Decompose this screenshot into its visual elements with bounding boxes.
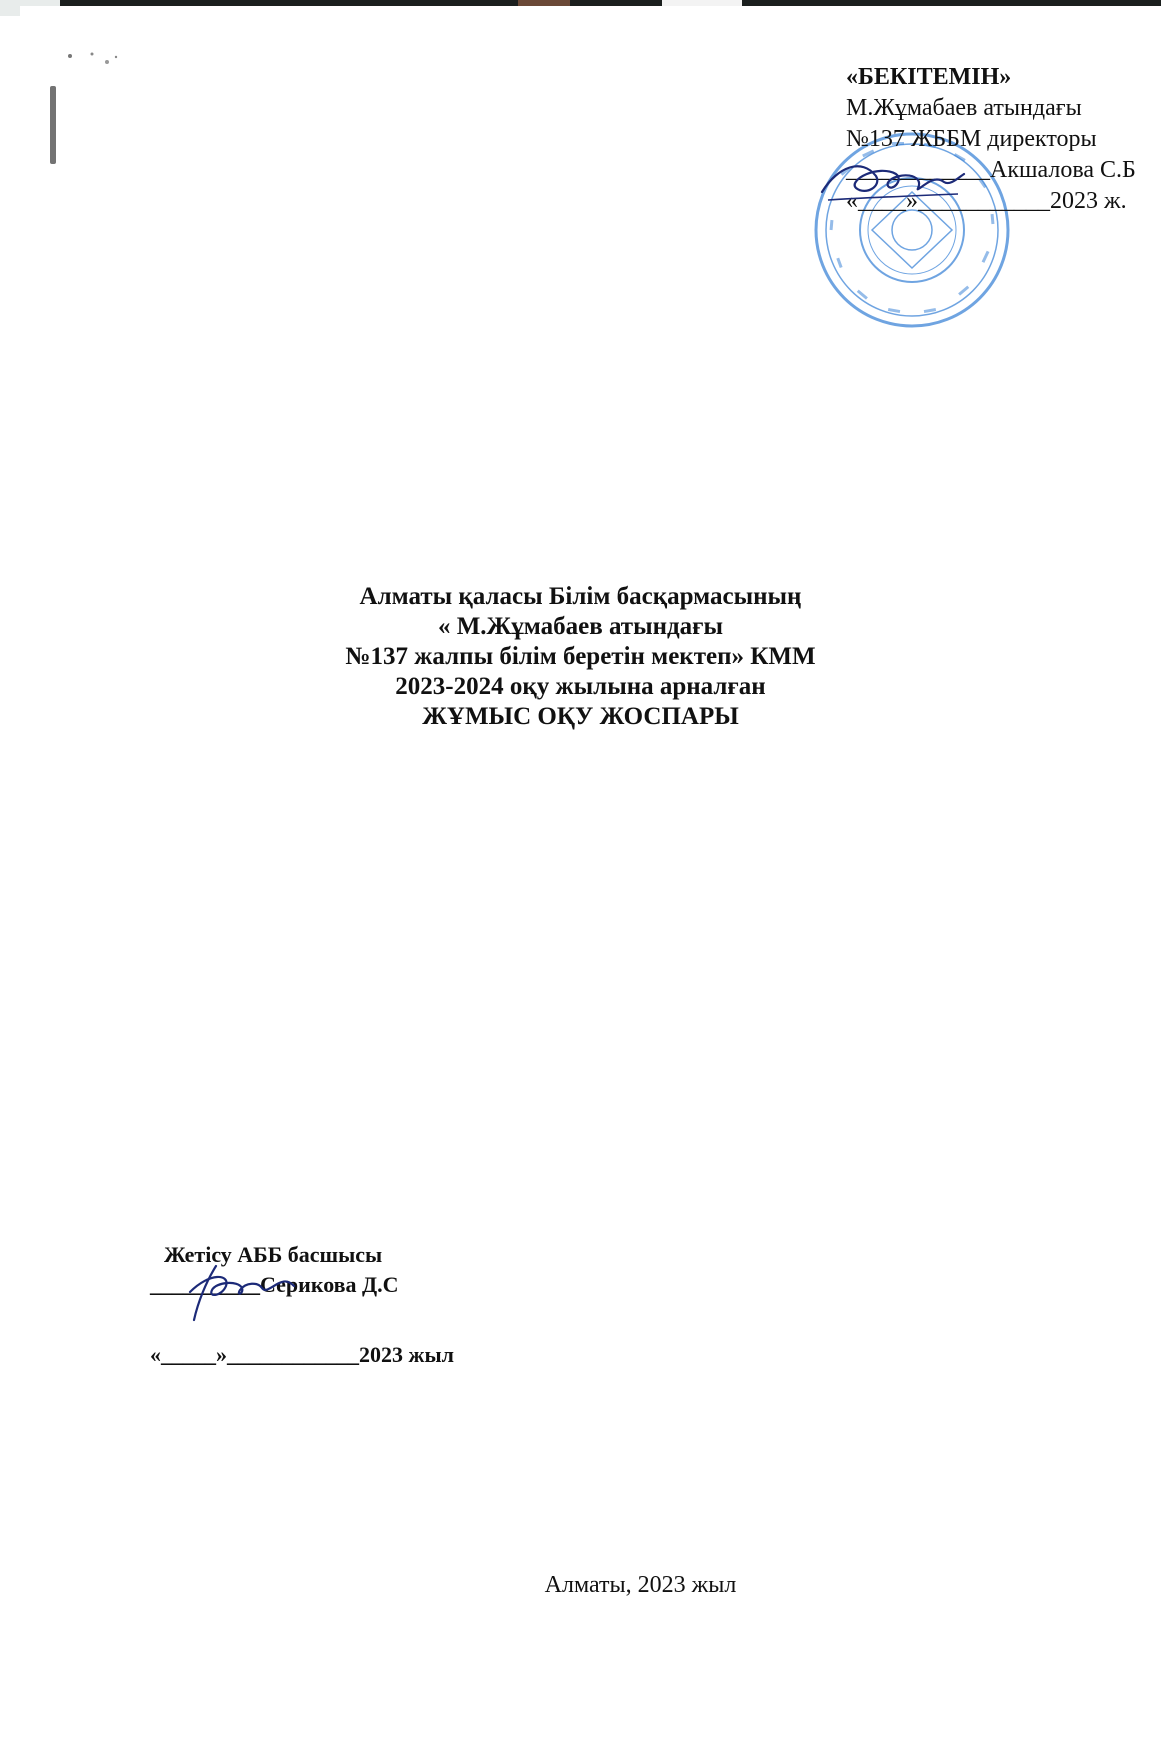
approval-line-2: №137 ЖББМ директоры [846, 126, 1097, 152]
staple-mark [50, 86, 56, 164]
agreement-date: «_____»____________2023 жыл [150, 1342, 454, 1367]
approval-heading: «БЕКІТЕМІН» [846, 64, 1012, 90]
footer-place-year: Алматы, 2023 жыл [544, 1572, 737, 1598]
approval-director: ____________Акшалова С.Б [846, 157, 1136, 183]
document-title [0, 582, 1161, 732]
title-line-2: « М.Жұмабаев атындағы [437, 613, 724, 640]
title-line-4: 2023-2024 оқу жылына арналған [395, 673, 766, 700]
photo-edge [0, 0, 1161, 16]
director-signature-icon [818, 152, 968, 212]
title-line-5: ЖҰМЫС ОҚУ ЖОСПАРЫ [422, 703, 739, 730]
agreement-signatory: __________Серикова Д.С [150, 1272, 399, 1297]
approval-date: «____»___________2023 ж. [846, 188, 1127, 214]
title-line-1: Алматы қаласы Білім басқармасының [359, 583, 802, 610]
approval-line-1: М.Жұмабаев атындағы [846, 95, 1082, 121]
title-line-3: №137 жалпы білім беретін мектеп» КММ [345, 643, 816, 670]
agreement-position: Жетісу АББ басшысы [164, 1242, 383, 1267]
paper-specks [62, 48, 132, 78]
agreement-signature-icon [186, 1262, 296, 1322]
